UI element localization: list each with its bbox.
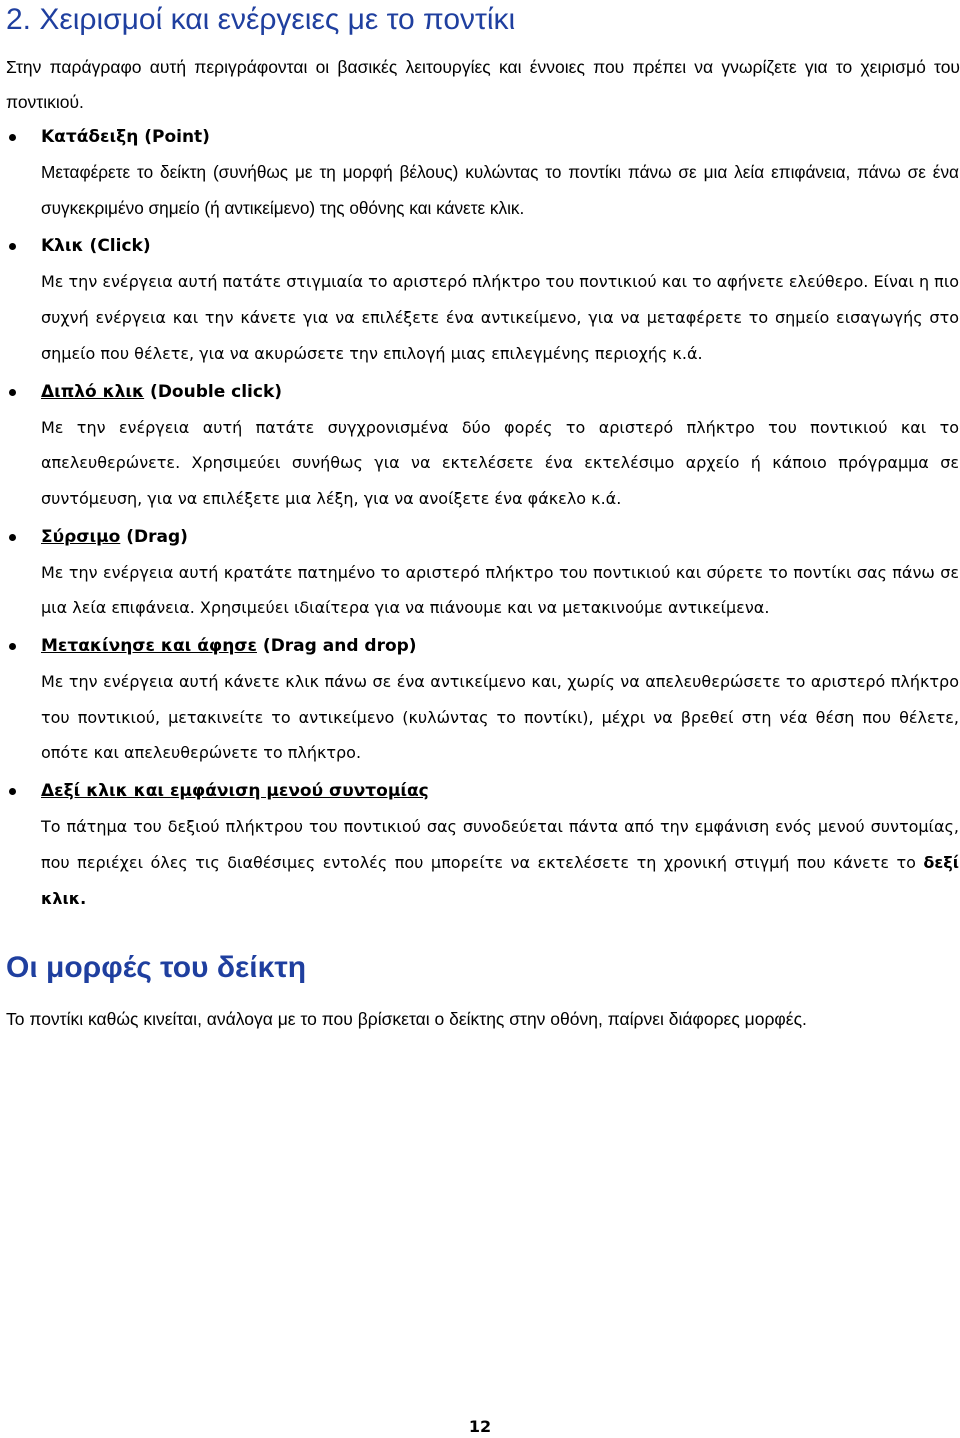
item-body-text: Το πάτημα του δεξιού πλήκτρου του ποντικιού σας συνοδεύεται πάντα από την εμφάνιση ενός μενού συντομίας, που περιέχει όλες τις διαθέσιμες εντολές που μπορείτε να εκτελέσετε τη χρονική στιγμή που κάνετε το [41, 817, 959, 872]
list-item-click [0, 228, 960, 371]
list-item-drag-and-drop [0, 628, 960, 771]
bullet-icon [9, 134, 16, 141]
item-title-underlined: Δεξί κλικ και εμφάνιση μενού συντομίας [41, 781, 429, 802]
outro-paragraph: Το ποντίκι καθώς κινείται, ανάλογα με το που βρίσκεται ο δείκτης στην οθόνη, παίρνει διάφορες μορφές. [6, 1009, 807, 1029]
list-item-right-click [0, 773, 960, 916]
list-item-point [0, 119, 960, 226]
item-title-underlined: Μετακίνησε και άφησε [41, 636, 257, 657]
section-heading: 2. Χειρισμοί και ενέργειες με το ποντίκι [6, 3, 516, 36]
item-title-rest: (Drag) [120, 526, 188, 547]
bullet-icon [9, 788, 16, 795]
item-title [41, 773, 960, 809]
item-title-rest: (Double click) [144, 381, 283, 402]
item-title [41, 628, 960, 664]
intro-paragraph: Στην παράγραφο αυτή περιγράφονται οι βασικές λειτουργίες και έννοιες που πρέπει να γνωρίζετε για το χειρισμό του ποντικιού. [6, 57, 960, 112]
item-body: Με την ενέργεια αυτή κρατάτε πατημένο το αριστερό πλήκτρο του ποντικιού και σύρετε το ποντίκι σας πάνω σε μια λεία επιφάνεια. Χρησιμεύει ιδιαίτερα για να πιάνουμε και να μετακινούμε αντικείμενα. [41, 562, 959, 618]
item-title-underlined: Σύρσιμο [41, 526, 121, 547]
bullet-icon [9, 389, 16, 396]
bullet-icon [9, 534, 16, 541]
item-title [41, 519, 960, 555]
item-title: Κλικ (Click) [41, 236, 151, 257]
list-item-double-click [0, 374, 960, 517]
list-item-drag [0, 519, 960, 626]
item-body: Με την ενέργεια αυτή πατάτε στιγμιαία το αριστερό πλήκτρο του ποντικιού και το αφήνετε ελεύθερο. Είναι η πιο συχνή ενέργεια και την κάνετε για να επιλέξετε ένα αντικείμενο, για να μεταφέρετε το σημείο εισαγωγής στο σημείο που θέλετε, για να ακυρώσετε την επιλογή μιας επιλεγμένης περιοχής κ.ά. [41, 272, 960, 363]
item-body [41, 809, 959, 916]
bullet-icon [9, 243, 16, 250]
bullet-icon [9, 643, 16, 650]
item-body-bold: δεξί κλικ. [41, 852, 959, 908]
action-list [0, 119, 960, 918]
item-body: Μεταφέρετε το δείκτη (συνήθως με τη μορφή βέλους) κυλώντας το ποντίκι πάνω σε μια λεία επιφάνεια, πάνω σε ένα συγκεκριμένο σημείο (ή αντικείμενο) της οθόνης και κάνετε κλικ. [41, 162, 959, 218]
item-title [41, 374, 960, 410]
subsection-heading: Οι μορφές του δείκτη [6, 951, 307, 984]
page-number: 12 [468, 1417, 492, 1436]
item-body: Με την ενέργεια αυτή πατάτε συγχρονισμένα δύο φορές το αριστερό πλήκτρο του ποντικιού και το απελευθερώνετε. Χρησιμεύει συνήθως για να εκτελέσετε ένα εκτελέσιμο αρχείο ή κάποιο πρόγραμμα σε συντόμευση, για να επιλέξετε μια λέξη, για να ανοίξετε ένα φάκελο κ.ά. [41, 417, 959, 508]
item-body: Με την ενέργεια αυτή κάνετε κλικ πάνω σε ένα αντικείμενο και, χωρίς να απελευθερώσετε το αριστερό πλήκτρο του ποντικιού, μετακινείτε το αντικείμενο (κυλώντας το ποντίκι), μέχρι να βρεθεί στη νέα θέση που θέλετε, οπότε και απελευθερώνετε το πλήκτρο. [41, 672, 959, 763]
item-title: Κατάδειξη (Point) [41, 127, 210, 147]
item-title-underlined: Διπλό κλικ [41, 381, 145, 402]
item-title-rest: (Drag and drop) [257, 636, 417, 657]
